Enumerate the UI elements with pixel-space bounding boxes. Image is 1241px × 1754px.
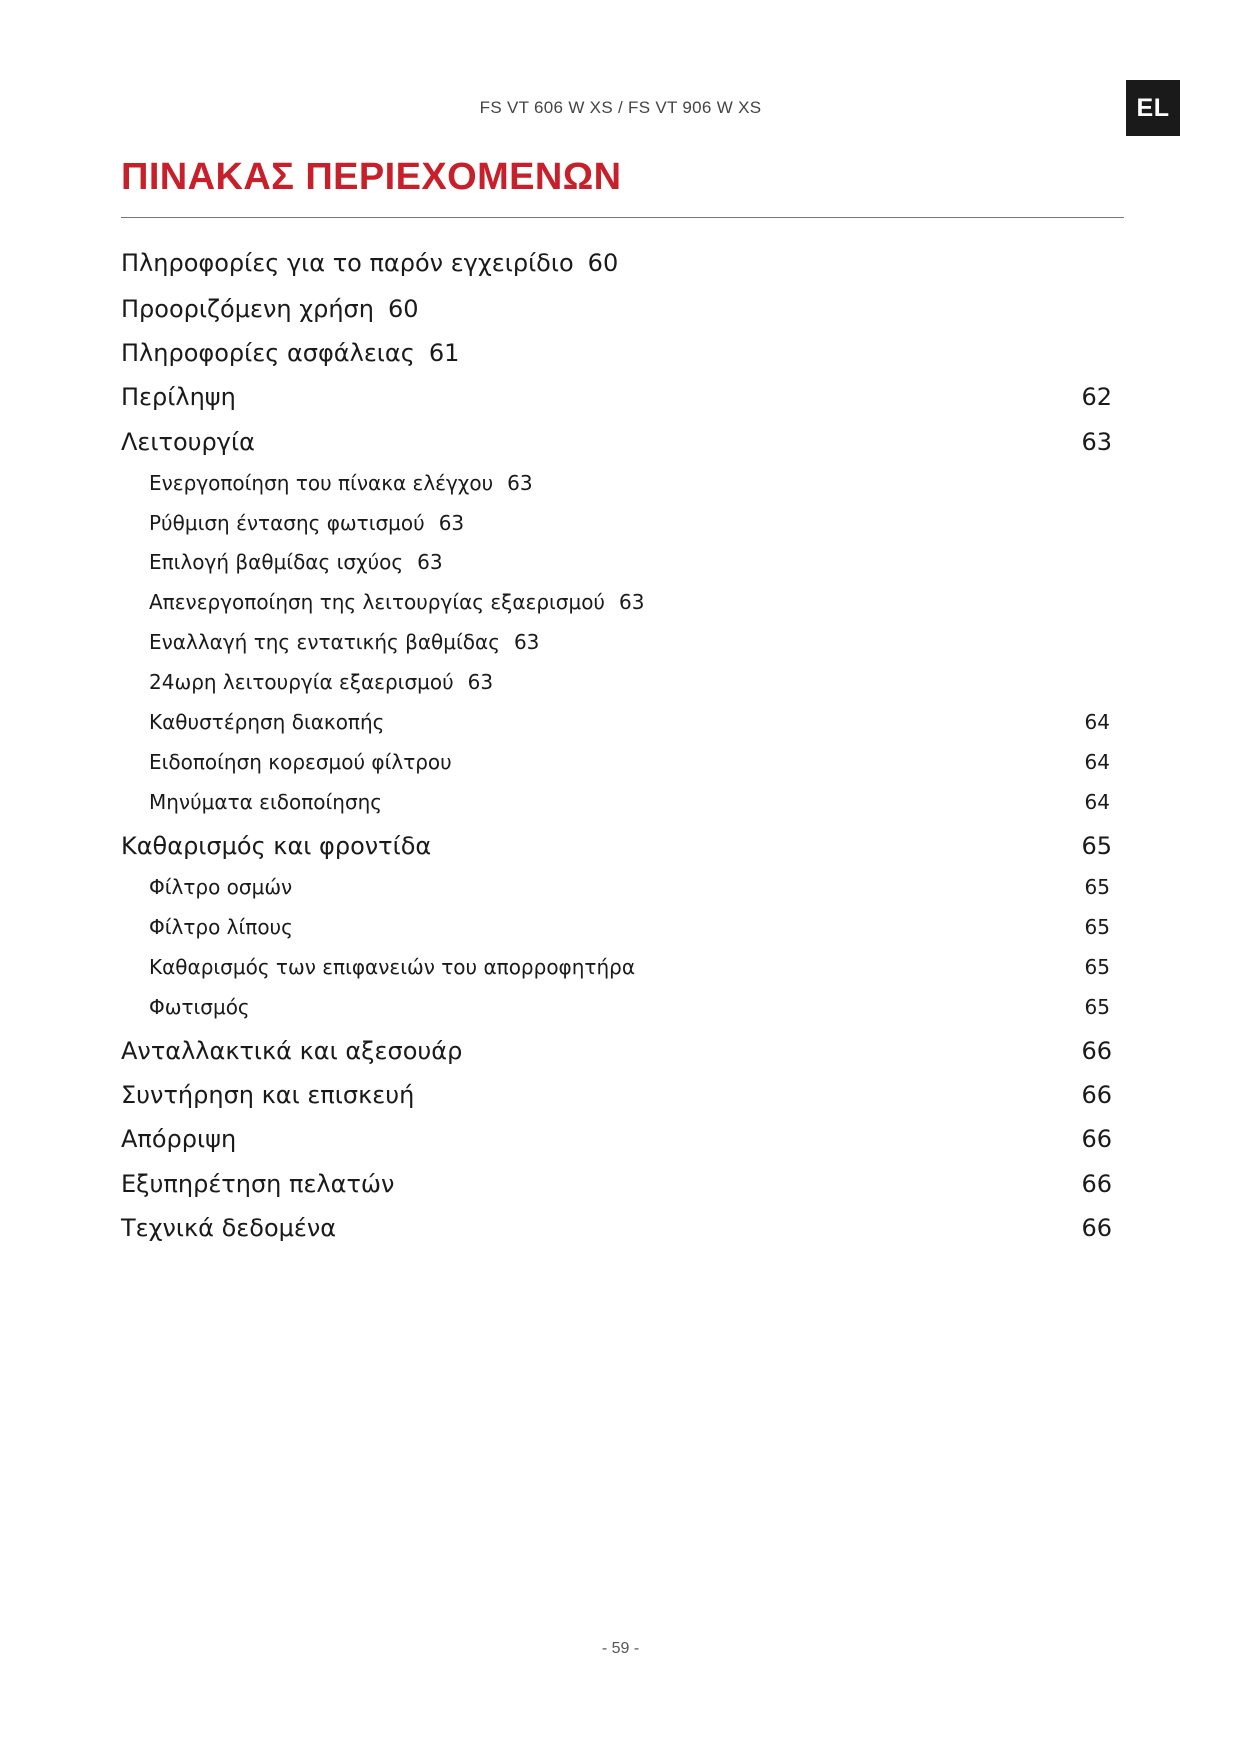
toc-title: ΠΙΝΑΚΑΣ ΠΕΡΙΕΧΟΜΕΝΩΝ	[121, 156, 622, 198]
toc-entry-page: 63	[1081, 428, 1112, 456]
toc-entry-title: Πληροφορίες για το παρόν εγχειρίδιο	[121, 249, 574, 277]
toc-entry[interactable]	[0, 831, 1241, 861]
toc-entry[interactable]	[0, 914, 1241, 940]
toc-entry-title: Καθαρισμός και φροντίδα	[121, 832, 432, 860]
toc-entry[interactable]	[0, 1124, 1241, 1154]
toc-entry-page: 63	[619, 590, 645, 614]
toc-entry[interactable]	[0, 510, 1241, 536]
toc-entry[interactable]	[0, 669, 1241, 695]
toc-entry-page: 62	[1081, 383, 1112, 411]
toc-entry-page: 63	[513, 630, 540, 654]
toc-entry-title: Επιλογή βαθμίδας ισχύος	[149, 550, 404, 574]
toc-entry-page: 61	[428, 339, 460, 367]
toc-entry[interactable]	[0, 1213, 1241, 1243]
toc-entry[interactable]	[0, 1080, 1241, 1110]
toc-entry-page: 66	[1081, 1081, 1112, 1109]
toc-entry-line	[149, 470, 533, 496]
toc-entry-title: Καθαρισμός των επιφανειών του απορροφητήρα	[149, 955, 636, 979]
toc-entry-page: 63	[417, 550, 443, 574]
toc-entry-line	[149, 510, 464, 536]
toc-entry-title: Περίληψη	[121, 383, 236, 411]
toc-entry-page: 63	[507, 471, 533, 495]
toc-entry-page: 65	[1081, 832, 1112, 860]
page-number: - 59 -	[601, 1640, 640, 1657]
toc-entry-page: 65	[1084, 995, 1110, 1019]
toc-entry-page: 65	[1084, 915, 1110, 939]
toc-entry-page: 65	[1084, 955, 1110, 979]
toc-entry[interactable]	[0, 549, 1241, 575]
toc-entry[interactable]	[0, 338, 1241, 368]
toc-entry-line	[149, 629, 539, 655]
toc-entry-title: Καθυστέρηση διακοπής	[149, 710, 385, 734]
toc-entry-title: Εναλλαγή της εντατικής βαθμίδας	[149, 630, 500, 654]
toc-entry[interactable]	[0, 1169, 1241, 1199]
toc-entry-line	[121, 294, 419, 324]
toc-entry-page: 66	[1081, 1170, 1112, 1198]
toc-entry-title: Πληροφορίες ασφάλειας	[121, 339, 415, 367]
document-model-header: FS VT 606 W XS / FS VT 906 W XS	[479, 98, 762, 117]
toc-entry-page: 66	[1081, 1214, 1112, 1242]
toc-entry-page: 66	[1081, 1125, 1112, 1153]
toc-entry-title: Φίλτρο λίπους	[149, 915, 293, 939]
toc-entry-title: Απόρριψη	[121, 1125, 237, 1153]
toc-entry-title: Μηνύματα ειδοποίησης	[149, 790, 383, 814]
toc-entry-title: Ειδοποίηση κορεσμού φίλτρου	[149, 750, 452, 774]
toc-entry-title: Τεχνικά δεδομένα	[121, 1214, 337, 1242]
toc-entry-title: Εξυπηρέτηση πελατών	[121, 1170, 395, 1198]
toc-entry-line	[121, 248, 618, 278]
toc-entry-title: Λειτουργία	[121, 428, 255, 456]
toc-entry-title: Ενεργοποίηση του πίνακα ελέγχου	[149, 471, 494, 495]
toc-entry-page: 64	[1084, 790, 1110, 814]
toc-entry-line	[121, 338, 459, 368]
toc-entry-line	[149, 549, 443, 575]
toc-entry-title: 24ωρη λειτουργία εξαερισμού	[149, 670, 454, 694]
toc-entry[interactable]	[0, 629, 1241, 655]
toc-entry-title: Προοριζόμενη χρήση	[121, 295, 374, 323]
language-badge: EL	[1126, 80, 1180, 136]
toc-entry-title: Ρύθμιση έντασης φωτισμού	[149, 511, 425, 535]
toc-entry[interactable]	[0, 470, 1241, 496]
toc-entry[interactable]	[0, 589, 1241, 615]
toc-entry-page: 60	[387, 295, 419, 323]
toc-entry-page: 66	[1081, 1037, 1112, 1065]
toc-entry[interactable]	[0, 248, 1241, 278]
toc-entry-page: 63	[467, 670, 494, 694]
toc-entry[interactable]	[0, 294, 1241, 324]
toc-entry-title: Φίλτρο οσμών	[149, 875, 293, 899]
toc-entry[interactable]	[0, 874, 1241, 900]
toc-entry[interactable]	[0, 1036, 1241, 1066]
toc-entry[interactable]	[0, 749, 1241, 775]
toc-entry-page: 60	[587, 249, 619, 277]
toc-entry-title: Απενεργοποίηση της λειτουργίας εξαερισμού	[149, 590, 605, 614]
toc-entry[interactable]	[0, 789, 1241, 815]
toc-entry[interactable]	[0, 954, 1241, 980]
toc-entry[interactable]	[0, 994, 1241, 1020]
toc-entry-page: 65	[1084, 875, 1110, 899]
toc-entry-page: 64	[1084, 710, 1110, 734]
toc-entry-line	[149, 669, 493, 695]
toc-entry[interactable]	[0, 709, 1241, 735]
toc-entry-page: 63	[438, 511, 465, 535]
toc-entry[interactable]	[0, 382, 1241, 412]
toc-entry-page: 64	[1084, 750, 1110, 774]
toc-entry-title: Συντήρηση και επισκευή	[121, 1081, 415, 1109]
toc-entry[interactable]	[0, 427, 1241, 457]
toc-entry-line	[149, 589, 644, 615]
toc-entry-title: Ανταλλακτικά και αξεσουάρ	[121, 1037, 463, 1065]
toc-entry-title: Φωτισμός	[149, 995, 250, 1019]
